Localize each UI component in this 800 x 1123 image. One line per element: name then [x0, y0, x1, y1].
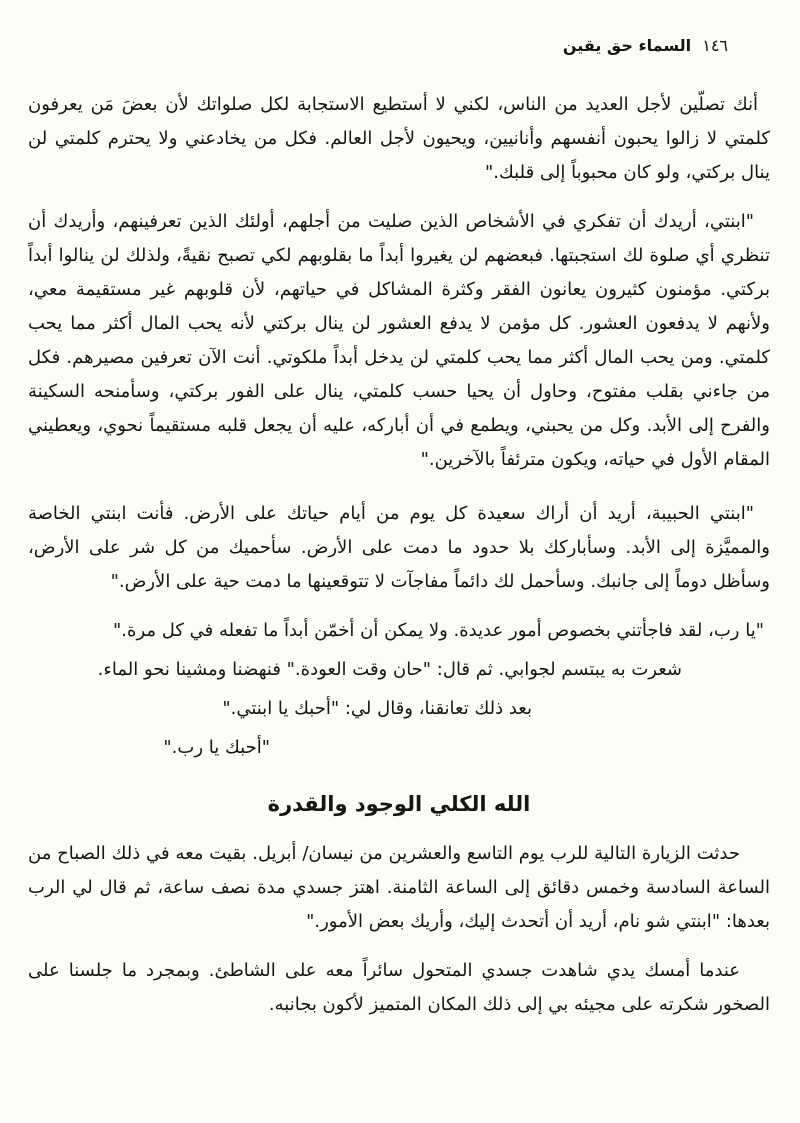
paragraph-embrace: بعد ذلك تعانقنا، وقال لي: "أحبك يا ابنتي."	[222, 698, 532, 719]
paragraph-beloved-daughter: "ابنتي الحبيبة، أريد أن أراك سعيدة كل يوم من أيام حياتك على الأرض. فأنت ابنتي الخاصة والمميَّزة إلى الأبد. وسأباركك بلا حدود ما دمت على الأرض. سأحميك من كل شر على الأرض، وسأظل دوماً إلى جانبك. وسأحمل لك دائماً مفاجآت لا تتوقعينها ما دمت حية على الأرض."	[28, 503, 770, 592]
paragraph-smile-response: شعرت به يبتسم لجوابي. ثم قال: "حان وقت العودة." فنهضنا ومشينا نحو الماء.	[97, 659, 682, 680]
paragraph-next-visit: حدثت الزيارة التالية للرب يوم التاسع والعشرين من نيسان/ أبريل. بقيت معه في ذلك الصباح من الساعة السادسة وخمس دقائق إلى الساعة الثامنة. اهتز جسدي مدة نصف ساعة، ثم قال لي الرب بعدها: "ابنتي شو نام، أريد أن أتحدث إليك، وأريك بعض الأمور."	[28, 843, 770, 932]
page-header	[28, 34, 728, 58]
paragraph-lord-speech: "ابنتي، أريدك أن تفكري في الأشخاص الذين صليت من أجلهم، أولئك الذين تعرفينهم، وأريدك أن تنظري أي صلوة لك استجبتها. فبعضهم لن يغيروا أبداً ما بقلوبهم لكي تصبح نقيةً، ولذلك لن ينالوا أبداً بركتي. مؤمنون كثيرون يعانون الفقر وكثرة المشاكل في حياتهم، لأن قلوبهم غير مستقيمة معي، ولأنهم لا يدفعون العشور. كل مؤمن لا يدفع العشور لن ينال بركتي لأنه يحب المال أكثر مما يحب كلمتي. ومن يحب المال أكثر مما يحب كلمتي لن يدخل أبداً ملكوتي. أنت الآن تعرفين مصيرهم. فكل من جاءني بقلب مفتوح، وحاول أن يحيا حسب كلمتي، ينال على الفور بركتي، وسأمنحه السكينة والفرح إلى الأبد. وكل من يحبني، ويطمع في أن أباركه، عليه أن يجعل قلبه مستقيماً نحوي، ويعطيني المقام الأول في حياته، ويكون مترئفاً بالآخرين."	[28, 211, 770, 470]
paragraph-love-reply: "أحبك يا رب."	[163, 737, 270, 758]
paragraph-beach-walk: عندما أمسك يدي شاهدت جسدي المتحول سائراً معه على الشاطئ. وبمجرد ما جلسنا على الصخور شكرته على مجيئه بي إلى ذلك المكان المتميز لأكون بجانبه.	[28, 960, 770, 1015]
page-number: ١٤٦	[702, 36, 728, 55]
paragraph-reply-lord: "يا رب، لقد فاجأتني بخصوص أمور عديدة. ولا يمكن أن أخمّن أبداً ما تفعله في كل مرة."	[113, 620, 764, 641]
paragraph-prayer-continuation: أنك تصلّين لأجل العديد من الناس، لكني لا أستطيع الاستجابة لكل صلواتك لأن بعضَ مَن يعرفون كلمتي لا زالوا يحبون أنفسهم وأنانيين، ويحيون لأجل العالم. فكل من يخادعني ولا يحترم كلمتي لن ينال بركتي، ولو كان محبوباً إلى قلبك."	[28, 94, 770, 183]
section-heading: الله الكلي الوجود والقدرة	[267, 792, 531, 816]
book-title: السماء حق يقين	[562, 36, 692, 55]
